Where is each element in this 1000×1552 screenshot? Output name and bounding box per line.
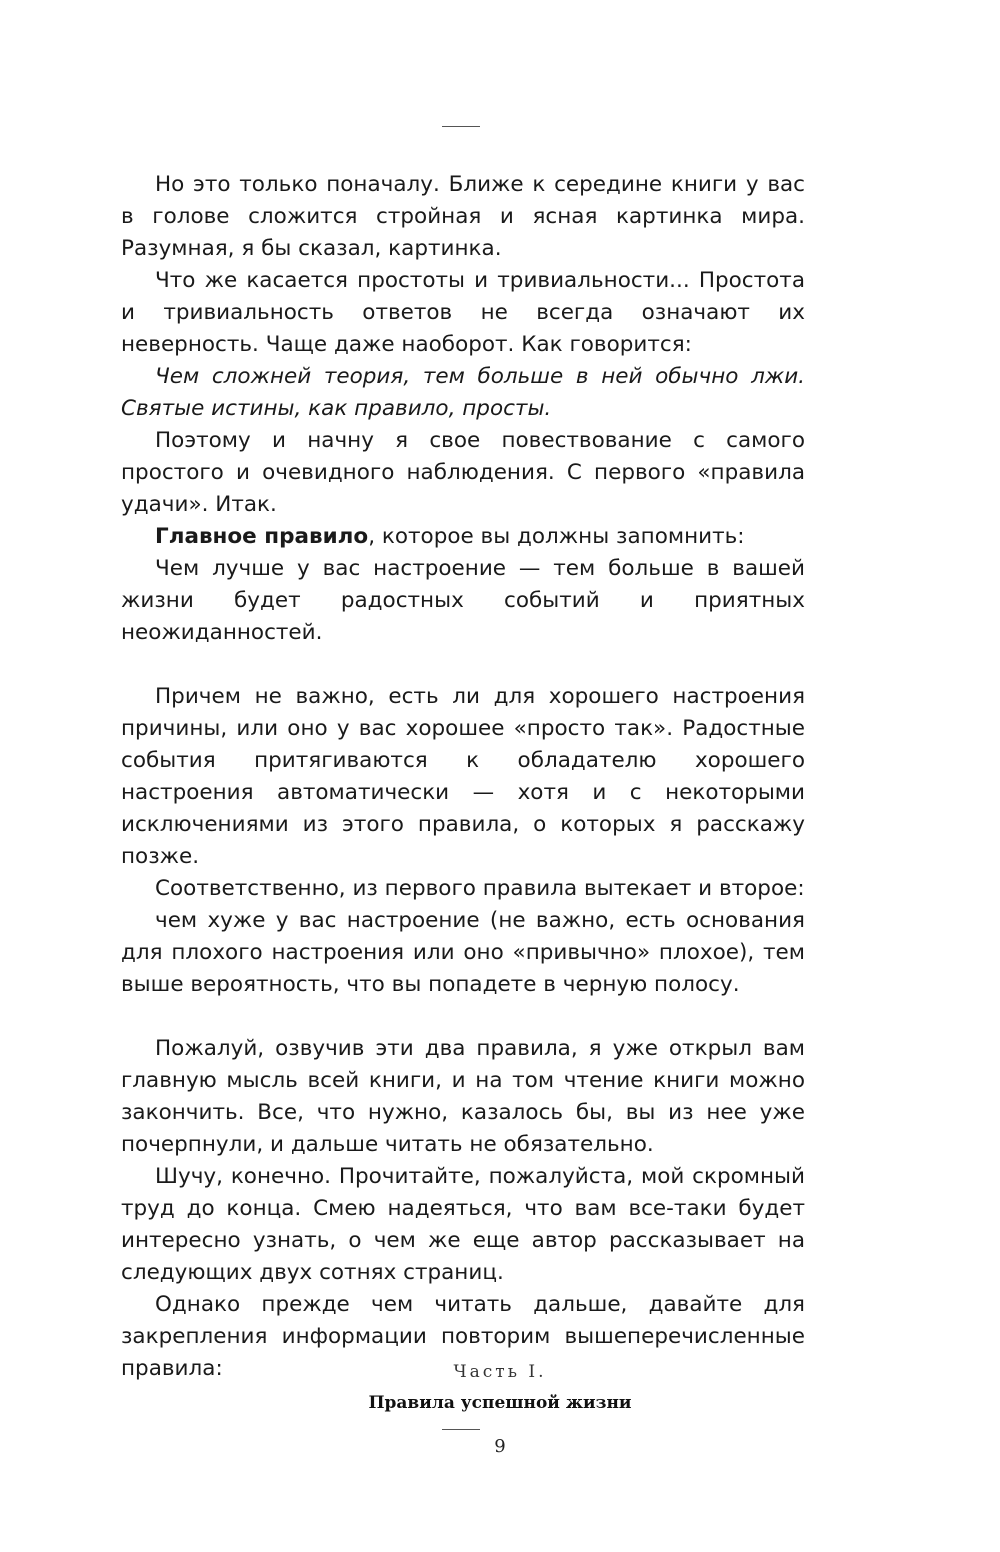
paragraph: Что же касается простоты и тривиальности... Простота и тривиальность ответов не всегда означают их неверность. Чаще даже наоборот. Как говорится: xyxy=(121,268,805,357)
paragraph: Но это только поначалу. Ближе к середине книги у вас в голове сложится стройная и ясная картинка мира. Разумная, я бы сказал, картинка. xyxy=(121,172,805,261)
first-rule: Чем лучше у вас настроение — тем больше в вашей жизни будет радостных событий и приятных неожиданностей. xyxy=(121,556,805,645)
paragraph: Поэтому и начну я свое повествование с самого простого и очевидного наблюдения. С первого «правила удачи». Итак. xyxy=(121,428,805,517)
body-text xyxy=(121,169,805,1385)
page-number: 9 xyxy=(494,1436,506,1457)
main-rule-intro xyxy=(121,521,805,553)
paragraph: Соответственно, из первого правила вытекает и второе: xyxy=(155,876,805,901)
paragraph: Причем не важно, есть ли для хорошего настроения причины, или оно у вас хорошее «просто так». Радостные события притягиваются к обладателю хорошего настроения автоматически — хотя и с некоторыми исключениями из этого правила, о которых я расскажу позже. xyxy=(121,684,805,869)
footer-rule xyxy=(442,1429,480,1430)
quote-paragraph: Чем сложней теория, тем больше в ней обычно лжи. Святые истины, как правило, просты. xyxy=(121,364,805,421)
paragraph: Шучу, конечно. Прочитайте, пожалуйста, мой скромный труд до конца. Смею надеяться, что вам все-таки будет интересно узнать, о чем же еще автор рассказывает на следующих двух сотнях страниц. xyxy=(121,1164,805,1285)
main-rule-bold: Главное правило xyxy=(155,524,369,549)
second-rule: чем хуже у вас настроение (не важно, есть основания для плохого настроения или оно «привычно» плохое), тем выше вероятность, что вы попадете в черную полосу. xyxy=(121,908,805,997)
running-footer-part: Часть I. xyxy=(453,1362,547,1382)
paragraph: Пожалуй, озвучив эти два правила, я уже открыл вам главную мысль всей книги, и на том чтение книги можно закончить. Все, что нужно, казалось бы, вы из нее уже почерпнули, и дальше читать не обязательно. xyxy=(121,1036,805,1157)
running-footer-title: Правила успешной жизни xyxy=(368,1393,632,1413)
main-rule-rest: , которое вы должны запомнить: xyxy=(368,524,745,549)
header-rule xyxy=(442,126,480,127)
paragraph: Однако прежде чем читать дальше, давайте для закрепления информации повторим вышеперечисленные правила: xyxy=(121,1292,805,1381)
